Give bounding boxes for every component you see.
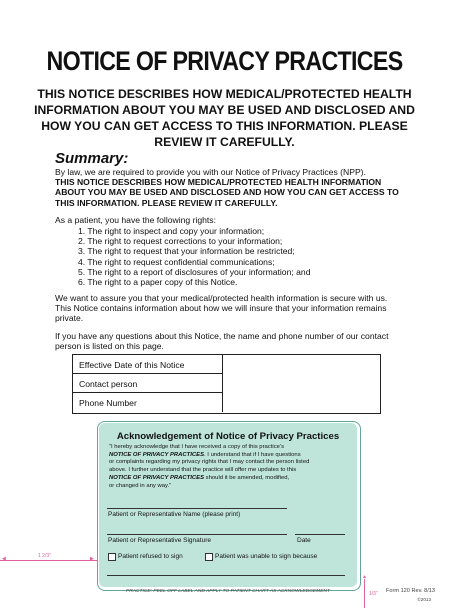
rights-item: 5. The right to a report of disclosures of your information; and [78,266,311,277]
assurance-text: We want to assure you that your medical/protected health information is secure with us. This Notice contains information about how we will insure that your information remains private. [55,293,388,324]
rights-item: 4. The right to request confidential communications; [78,256,275,267]
acknowledgement-title: Acknowledgement of Notice of Privacy Practices [116,431,340,442]
phone-number-label: Phone Number [73,393,223,412]
effective-date-label: Effective Date of this Notice [73,355,223,374]
rights-list [78,226,310,287]
signature-line[interactable] [107,534,287,535]
acknowledgement-text [109,444,349,490]
unable-checkbox[interactable] [205,553,213,561]
rights-item: 2. The right to request corrections to your information; [78,236,283,247]
left-margin-guide [0,560,97,561]
left-margin-label: 1 2/3" [38,553,51,559]
summary-intro [55,167,400,208]
rights-item: 6. The right to a paper copy of this Notice. [78,277,238,288]
rights-item: 3. The right to request that your information be restricted; [78,246,295,257]
form-number: Form 120 Rev. 8/13 [385,588,435,594]
left-arrow-icon: ◀ [2,556,6,562]
ack-line-1: “I hereby acknowledge that I have received a copy of this practice’s [109,444,285,450]
summary-intro-text: By law, we are required to provide you with our Notice of Privacy Practices (NPP). [55,167,366,177]
questions-text: If you have any questions about this Notice, the name and phone number of our contact person is listed on this page. [55,331,389,352]
ack-npp-bold: NOTICE OF PRIVACY PRACTICES [109,451,205,458]
ack-line-3: or complaints regarding my privacy rights that I may contact the person listed [109,459,310,466]
summary-intro-bold: THIS NOTICE DESCRIBES HOW MEDICAL/PROTECTED HEALTH INFORMATION ABOUT YOU MAY BE USED AND DISCLOSED AND HOW YOU CAN GET ACCESS TO THIS INFORMATION. PLEASE REVIEW IT CAREFULLY. [55,177,399,208]
up-arrow-icon: ▲ [362,574,367,580]
ack-npp-bold-2: NOTICE OF PRIVACY PRACTICES [109,474,205,481]
right-arrow-icon: ▶ [90,556,94,562]
acknowledgement-label [99,423,357,587]
contact-table [72,354,381,414]
ack-line-2: . I understand that if I have questions [204,451,301,458]
unable-label: Patient was unable to sign because [215,553,318,560]
ack-line-4: above. I further understand that the practice will offer me updates to this [109,467,297,474]
ack-line-5: should it be amended, modified, [204,474,290,481]
rights-intro: As a patient, you have the following rights: [55,215,216,225]
date-label: Date [297,537,311,544]
ack-line-6: or changed in any way.” [109,482,172,489]
page-title: NOTICE OF PRIVACY PRACTICES [46,46,403,76]
contact-person-label: Contact person [73,374,223,393]
bottom-margin-guide [364,579,365,608]
subtitle: THIS NOTICE DESCRIBES HOW MEDICAL/PROTECTED HEALTH INFORMATION ABOUT YOU MAY BE USED AND DISCLOSED AND HOW YOU CAN GET ACCESS TO THIS INFORMATION. PLEASE REVIEW IT CAREFULLY. [34,87,415,149]
bottom-margin-label: 1/3" [369,591,378,597]
contact-entry-field[interactable] [223,355,380,413]
refused-checkbox[interactable] [108,553,116,561]
acknowledgement-footer: PRACTICE: PEEL OFF LABEL AND APPLY TO PATIENT CHART AS ACKNOWLEDGEMENT [125,589,331,594]
rights-item: 1. The right to inspect and copy your information; [78,226,265,236]
reason-line[interactable] [107,575,345,576]
name-label: Patient or Representative Name (please print) [108,511,241,518]
summary-heading: Summary: [55,150,129,167]
copyright: ©2013 [417,597,431,602]
date-line[interactable] [295,534,345,535]
signature-label: Patient or Representative Signature [108,537,211,544]
name-signature-line[interactable] [107,508,287,509]
refused-label: Patient refused to sign [118,553,183,560]
